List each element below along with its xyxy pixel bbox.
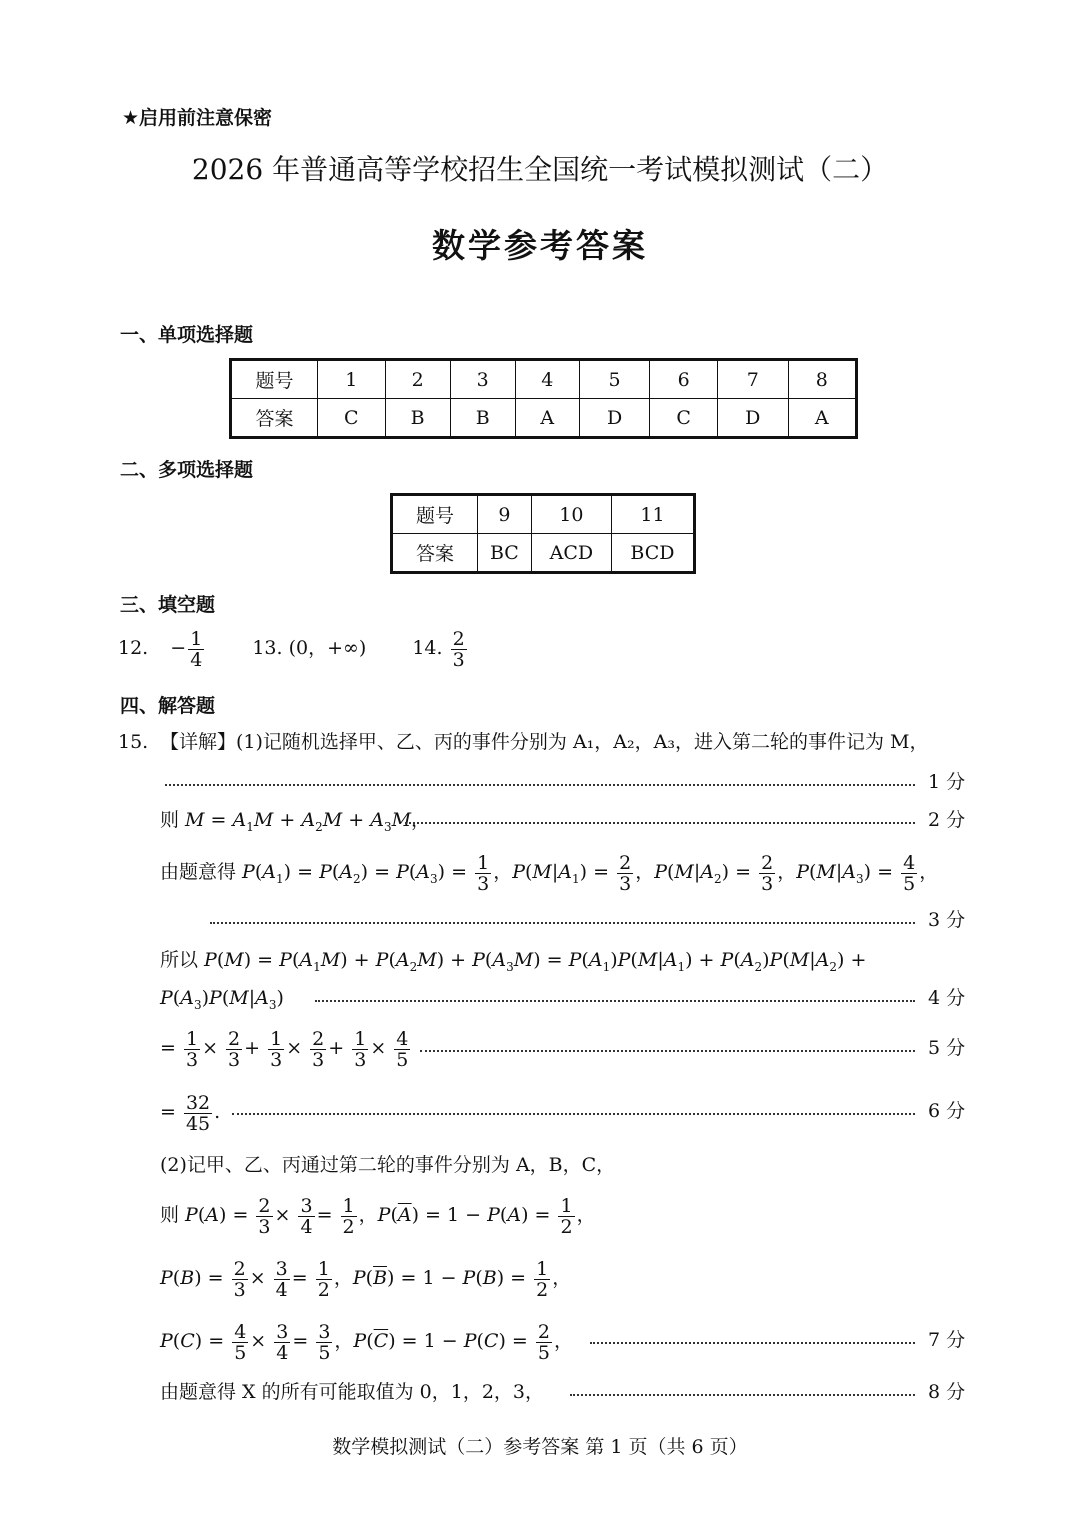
table-cell: BC [478, 534, 532, 573]
dot-leader [570, 1394, 915, 1396]
dot-leader [315, 1000, 915, 1002]
score-1: 1 分 [928, 771, 966, 793]
table-row [231, 399, 857, 438]
q12-fraction: $\frac{1}{4}$ [190, 627, 203, 671]
table-cell: B [385, 399, 450, 438]
table-cell: 2 [385, 360, 450, 399]
fill-blank-answers: 12. − $\frac{1}{4}$ 13. (0，+∞) 14. $\frac{2}{3}$ [118, 627, 465, 671]
table-cell: 1 [318, 360, 386, 399]
equation-line: 则 $M = A_1M + A_2M + A_3M$， [160, 809, 431, 834]
section-heading-fill-blank: 三、填空题 [120, 594, 216, 616]
q13-label: 13. [252, 637, 283, 659]
section-heading-single-choice: 一、单项选择题 [120, 324, 254, 346]
page-footer: 数学模拟测试（二）参考答案 第 1 页（共 6 页） [332, 1436, 748, 1458]
dot-leader [420, 1050, 915, 1052]
dot-leader [405, 822, 915, 824]
table-cell: A [788, 399, 856, 438]
score-2: 2 分 [928, 809, 966, 831]
q15-label: 15. [118, 731, 149, 753]
score-8: 8 分 [928, 1381, 966, 1403]
table-cell: B [450, 399, 515, 438]
table-cell: C [318, 399, 386, 438]
table-cell: 9 [478, 495, 532, 534]
table-cell: 6 [650, 360, 718, 399]
table-cell: 5 [579, 360, 650, 399]
table-cell: 7 [717, 360, 788, 399]
equation-line: = $\frac{1}{3}$ × $\frac{2}{3}$ + $\frac{1}{3}$ × $\frac{2}{3}$ + $\frac{1}{3}$ × $\frac{4}{5}$ [160, 1027, 409, 1071]
score-7: 7 分 [928, 1329, 966, 1351]
score-3: 3 分 [928, 909, 966, 931]
table-cell: ACD [531, 534, 611, 573]
table-cell: 11 [611, 495, 694, 534]
section-heading-multiple-choice: 二、多项选择题 [120, 459, 254, 481]
multiple-choice-answer-table [390, 493, 696, 574]
table-row [231, 360, 857, 399]
table-cell: C [650, 399, 718, 438]
score-5: 5 分 [928, 1037, 966, 1059]
table-row [392, 495, 695, 534]
page-title: 数学参考答案 [432, 226, 648, 265]
q12-label: 12. [118, 637, 149, 659]
table-cell: 3 [450, 360, 515, 399]
part2-intro: (2)记甲、乙、丙通过第二轮的事件分别为 A，B，C， [160, 1154, 616, 1176]
table-row [392, 534, 695, 573]
table-header-cell: 答案 [231, 399, 318, 438]
table-cell: A [515, 399, 579, 438]
q14-fraction: $\frac{2}{3}$ [452, 627, 465, 671]
equation-line: P(B) = $\frac{2}{3}$ × $\frac{3}{4}$ = $\frac{1}{2}$ ，$P(\overline{B}) = 1 - P(B)$ = $\frac{1}{2}$ ， [160, 1257, 572, 1301]
dot-leader [165, 784, 915, 786]
equation-line: 由题意得 $P(A_1) = P(A_2) = P(A_3)$ = $\frac{1}{3}$ ，$P(M|A_1)$ = $\frac{2}{3}$ ，$P(M|A_2)$ = $\frac{2}{3}$ ，$P(M|A_3)$ = $\frac{4}{5}$ ， [160, 851, 939, 895]
equation-line: $P(A_3)P(M|A_3)$ [160, 987, 284, 1012]
equation-line: 则 P(A) = $\frac{2}{3}$ × $\frac{3}{4}$ = $\frac{1}{2}$ ，$P(\overline{A}) = 1 - P(A)$ = $\frac{1}{2}$ ， [160, 1194, 596, 1238]
table-cell: D [717, 399, 788, 438]
q14-label: 14. [412, 637, 443, 659]
table-cell: 4 [515, 360, 579, 399]
dot-leader [210, 922, 915, 924]
q13-value: (0，+∞) [288, 637, 367, 659]
score-6: 6 分 [928, 1100, 966, 1122]
equation-line: = $\frac{32}{45}$ . [160, 1091, 221, 1135]
table-header-cell: 答案 [392, 534, 478, 573]
exam-title: 2026 年普通高等学校招生全国统一考试模拟测试（二） [191, 153, 889, 186]
table-cell: D [579, 399, 650, 438]
section-heading-solutions: 四、解答题 [120, 695, 216, 717]
equation-line: P(C) = $\frac{4}{5}$ × $\frac{3}{4}$ = $\frac{3}{5}$ ，$P(\overline{C}) = 1 - P(C)$ = $\frac{2}{5}$ ， [160, 1320, 573, 1364]
q15-intro: 【详解】(1)记随机选择甲、乙、丙的事件分别为 A₁，A₂，A₃，进入第二轮的事件记为 M， [160, 731, 929, 753]
score-4: 4 分 [928, 987, 966, 1009]
last-line: 由题意得 X 的所有可能取值为 0，1，2，3， [160, 1381, 544, 1403]
table-cell: BCD [611, 534, 694, 573]
table-header-cell: 题号 [231, 360, 318, 399]
table-cell: 10 [531, 495, 611, 534]
table-cell: 8 [788, 360, 856, 399]
dot-leader [590, 1342, 915, 1344]
confidential-notice: ★启用前注意保密 [122, 107, 273, 129]
single-choice-answer-table [229, 358, 858, 439]
table-header-cell: 题号 [392, 495, 478, 534]
equation-line: 所以 $P(M) = P(A_1M) + P(A_2M) + P(A_3M) = P(A_1)P(M|A_1) + P(A_2)P(M|A_2)$ + [160, 949, 867, 974]
dot-leader [232, 1113, 915, 1115]
